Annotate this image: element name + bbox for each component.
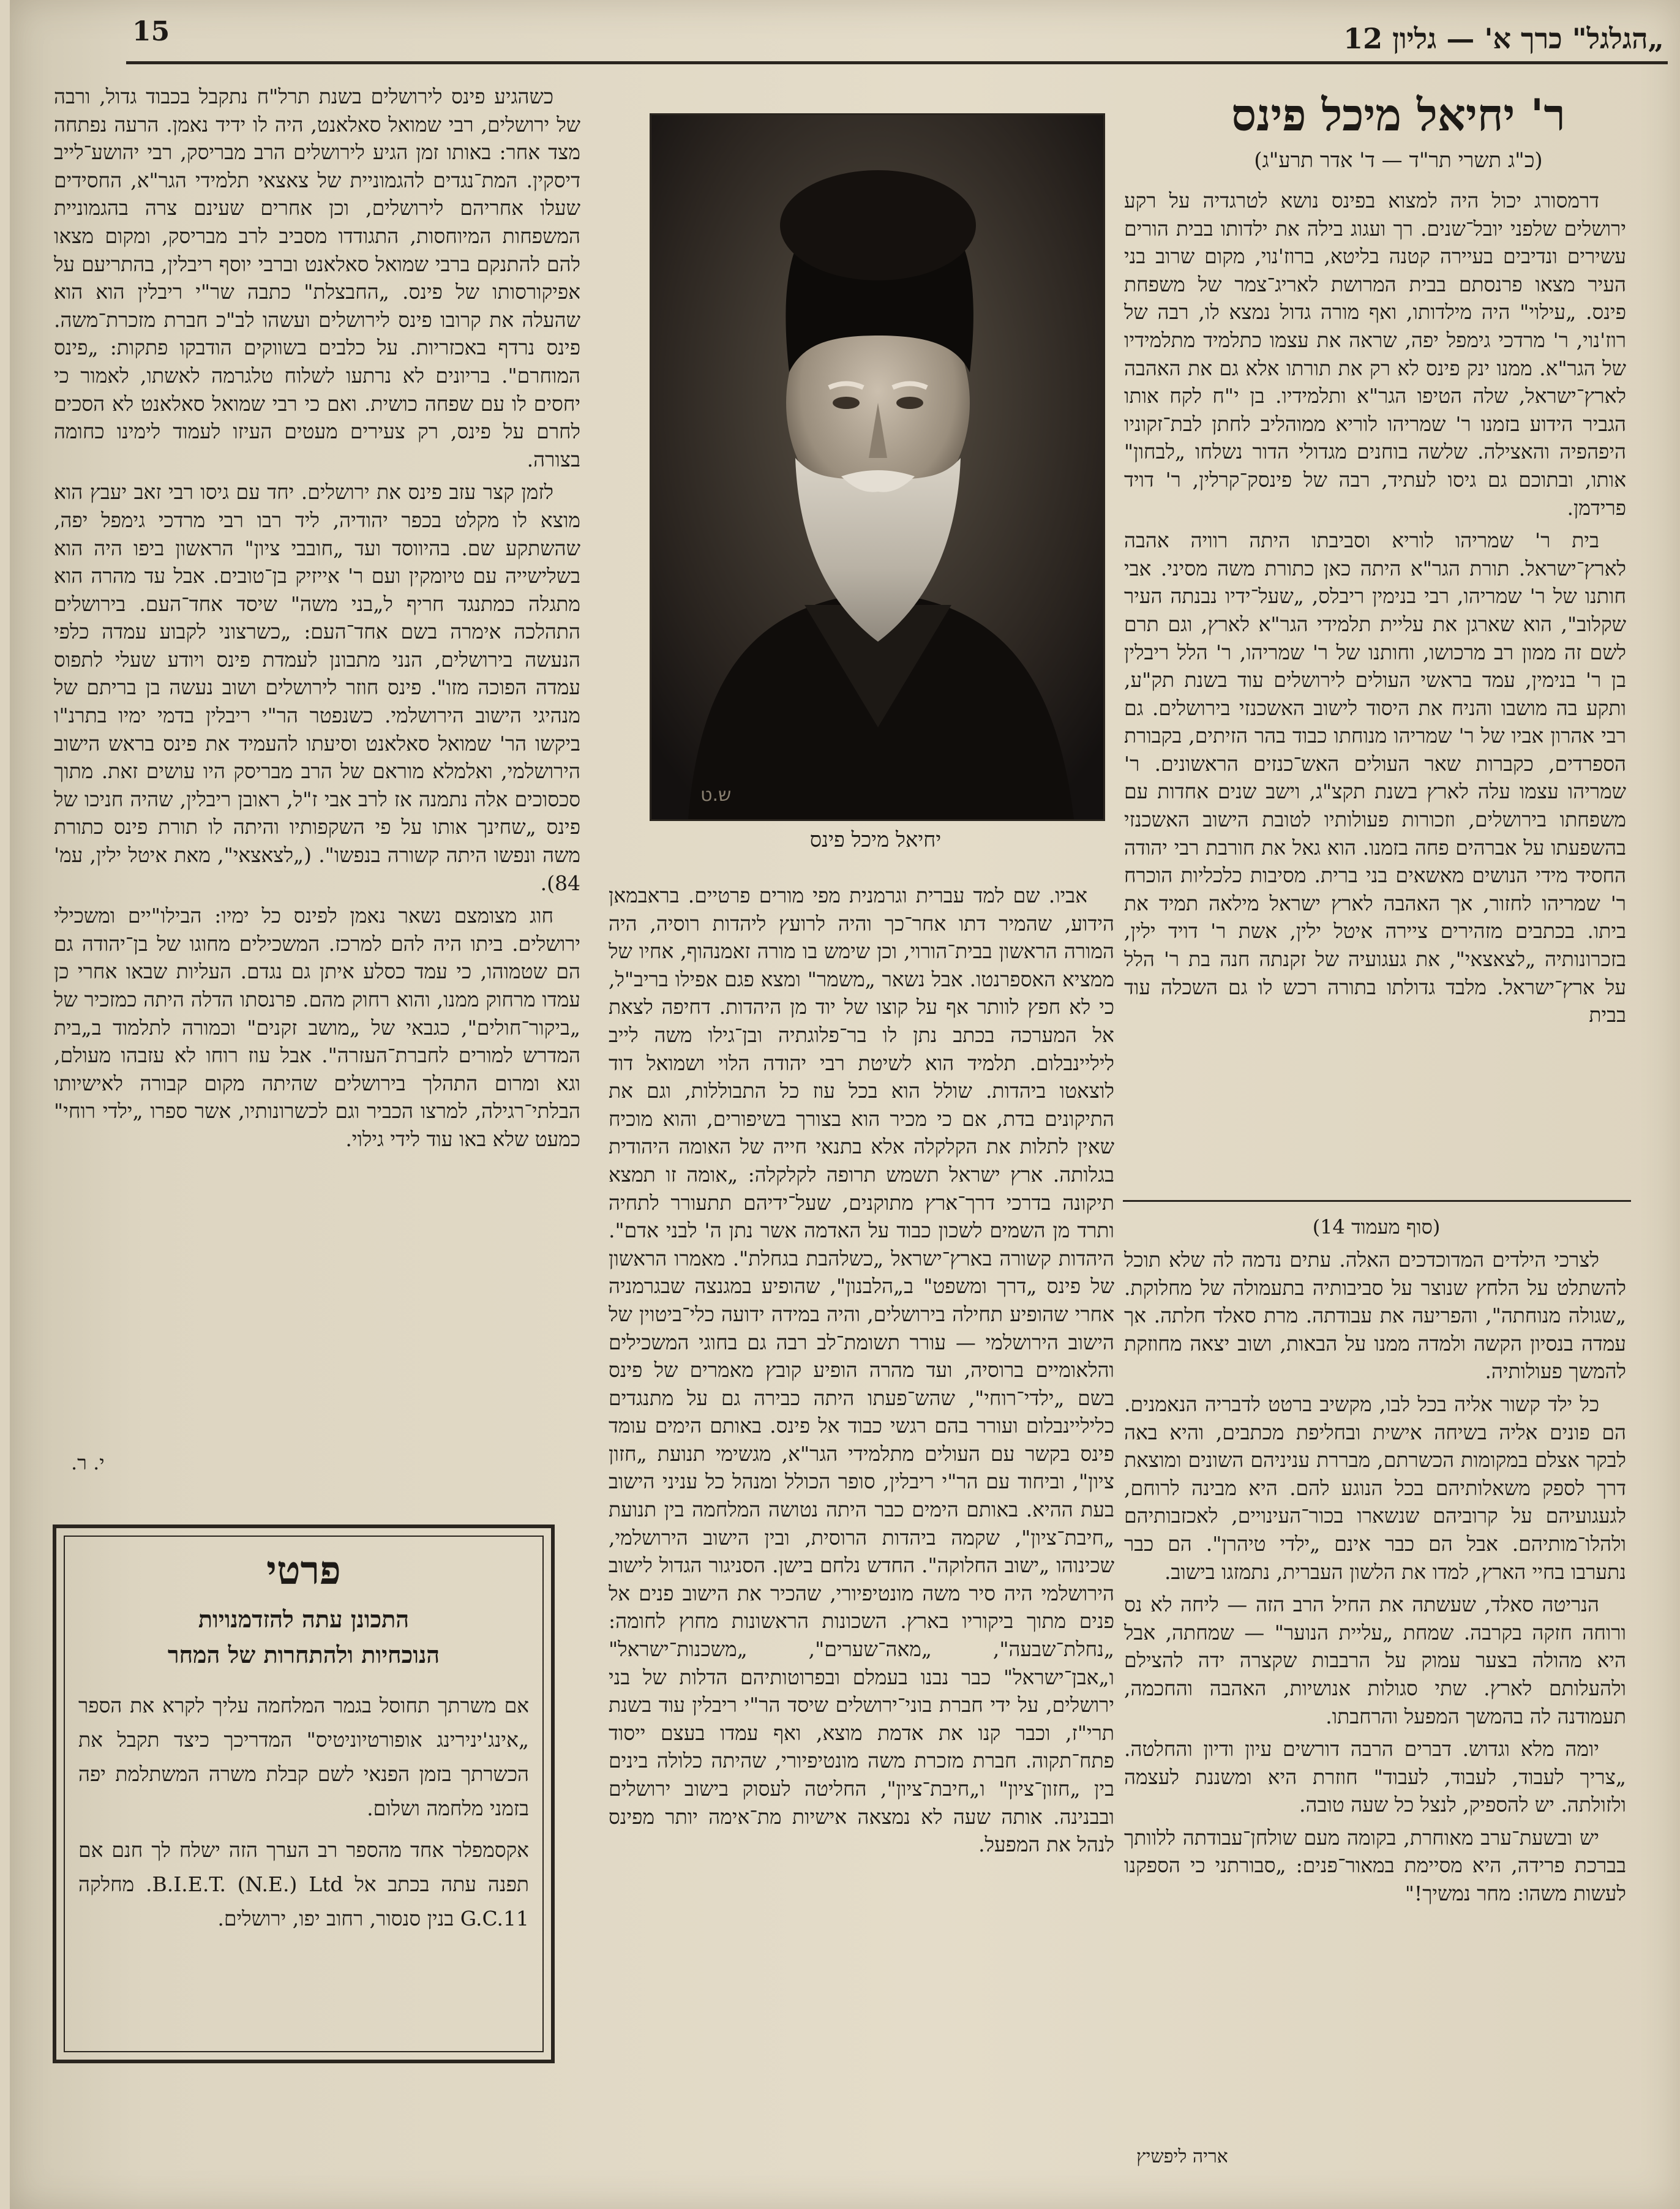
paragraph: יש ובשעת־ערב מאוחרת, בקומה מעם שולחן־עבודתה ללוותך בברכת פרידה, היא מסיימת במאור־פנים: „סבורתני כי הספקנו לעשות משהו: מחר נמשיך!" (1124, 1825, 1626, 1906)
author-initials: י. ר. (71, 1451, 105, 1474)
author-signature: אריה ליפשיץ (1136, 2146, 1228, 2167)
paragraph: חוג מצומצם נשאר נאמן לפינס כל ימיו: הבילו"יים ומשכילי ירושלים. ביתו היה להם למרכז. המשכילים מחוגו של בן־יהודה גם הם שטמוהו, כי עמד כסלע איתן גם נגדם. העליות שבאו אחרי כן עמדו מרחוק ממנו, והוא רחוק מהם. פרנסתו הדלה היתה כמזכיר של „ביקור־חולים", כגבאי של „מושב זקנים" וכמורה לתלמוד ב„בית המדרש למורים לחברת־העזרה". אבל עוז רוחו לא עזבהו מעולם, וגא ומרום התהלך בירושלים שהיתה מקום קבורה לאישיותו הבלתי־רגילה, למרצו הכביר וגם לכשרונותיו, אשר ספרו „ילדי רוחי" כמעט שלא באו עוד לידי גילוי. (54, 904, 580, 1151)
ad-title: פרטי (266, 1548, 341, 1594)
right-lower-column (1124, 1246, 1626, 2149)
column-divider (1123, 1200, 1631, 1202)
portrait-photo (650, 113, 1105, 821)
ad-paragraph: אם משרתך תחוסל בגמר המלחמה עליך לקרא את הספר „אינג'ינירינג אופורטיוניטיס" המדריכך כיצד תקבל את הכשרתך בזמן הפנאי לשם קבלת משרה המשתלמת יפה בזמני מלחמה ושלום. (78, 1693, 529, 1820)
photo-caption: יחיאל מיכל פינס (809, 828, 942, 852)
article-title: ר' יחיאל מיכל פינס (1231, 89, 1566, 141)
portrait-illustration (651, 115, 1103, 819)
running-title: „הגלגל" כרך א' — גליון 12 (1343, 22, 1664, 55)
advertisement-box (53, 1525, 555, 2063)
paragraph: לזמן קצר עזב פינס את ירושלים. יחד עם גיסו רבי זאב יעבץ הוא מוצא לו מקלט בכפר יהודיה, ליד רבו רבי מרדכי גימפל יפה, שהשתקע שם. בהיווסד ועד „חובבי ציון" הראשון ביפו היה הוא בשלישייה עם טיומקין ועם ר' אייזיק בן־טובים. אבל עד מהרה הוא מתגלה כמתנגד חריף ל„בני משה" שיסד אחד־העם. בירושלים התהלכה אימרה בשם אחד־העם: „כשרצוני לקבוע עמדה כלפי הנעשה בירושלים, הנני מתבונן לעמדת פינס ויודע שעלי לתפוס עמדה הפוכה מזו". פינס חוזר לירושלים ושוב נעשה בן בריתם של מנהיגי הישוב הירושלמי. כשנפטר הר"י ריבלין בדמי ימיו בתרנ"ו ביקשו הר' שמואל סאלאנט וסיעתו להעמיד את פינס בראש הישוב הירושלמי, ואלמלא מוראם של הרב מבריסק היו עושים זאת. מתוך סכסוכים אלה נתמנה אז לרב אבי ז"ל, ראובן ריבלין, שהיה חניכו של פינס „שחינך אותו על פי השקפותיו והיתה לו תורת פינס כתורת משה ונפשו היתה קשורה בנפשו". („לצאצאי", מאת איטל ילין, עמ' 84). (54, 480, 580, 895)
paragraph: אביו. שם למד עברית וגרמנית מפי מורים פרטיים. בראבמאן הידוע, שהמיר דתו אחר־כך והיה לרועץ ליהדות רוסיה, היה המורה הראשון בבית־הורוי, וכן שימש בו מורה זאמנהוף, אחיו של ממציא האספרנטו. אבל נשאר „משמר" ומצא פגם אפילו בריב"ל, כי לא חפץ לוותר אף על קוצו של יוד מן היהדות. דחיפה לצאת אל המערכה בכתב נתן לו בר־פלוגתיה ובן־גילו משה לייב ליליינבלום. תלמיד הוא לשיטת רבי יהודה הלוי ושמואל דוד לוצאטו ביהדות. שולל הוא בכל עוז כל התבוללות, וגם את התיקונים בדת, אם כי מכיר הוא בצורך בשיפורים, והוא מוכיח שאין לתלות את הקלקלה אלא בתנאי חייה של האומה היהודית בגלותה. ארץ ישראל תשמש תרופה לקלקלה: „אומה זו תמצא תיקונה בדרכי דרך־ארץ מתוקנים, שעל־ידיהם תתעורר לתחיה ותרד מן השמים לשכון כבוד על האדמה אשר נתן ה' לבני אדם". היהדות קשורה בארץ־ישראל „כשלהבת בגחלת". מאמרו הראשון של פינס „דרך ומשפט" ב„הלבנון", שהופיע במגנצה שבגרמניה אחרי שהופיע תחילה בירושלים, והיה במידה ידועה כלי־ביטוין של הישוב הירושלמי — עורר תשומת־לב רבה גם בחוגי המשכילים והלאומיים ברוסיה, ועד מהרה הופיע קובץ מאמרים של פינס בשם „ילדי־רוחי", שהש־פעתו היתה כבירה גם על מתנגדים כליליינבלום ועורר בהם רגשי כבוד אל פינס. באותם הימים עומד פינס בקשר עם העולים מתלמידי הגר"א, מגשימי תנועת „חזון ציון", וביחוד עם הר"י ריבלין, סופר הכולל ומנהל כל עניני הישוב בעת ההיא. באותם הימים כבר היתה נטושה המלחמה בין תנועת „חיבת־ציון", שקמה ביהדות הרוסית, ובין הישוב הירושלמי, שכינוהו „ישוב החלוקה". החדש נלחם בישן. הסניגור הגדול לישוב הירושלמי היה סיר משה מונטיפיורי, שהכיר את הישוב פנים אל פנים מתוך ביקוריו בארץ. השכונות הראשונות מחוץ לחומה: „נחלת־שבעה", „מאה־שערים", „משכנות־ישראל" ו„אבן־ישראל" כבר נבנו בעמלם ובפרוטותיהם הדלות של בני ירושלים, על ידי חברת בוני־ירושלים שיסד הר"י ריבלין עוד בשנת תרי"ז, וכבר קנו את אדמת מוצא, ואף עמדו בעצם ייסוד פתח־תקוה. חברת מזכרת משה מונטיפיורי, שהיתה כלולה בינים בין „חזון־ציון" ו„חיבת־ציון", החליטה לעסוק בישוב ירושלים ובבנינה. אותה שעה לא נמצאה אישיות מת־אימה יותר מפינס לנהל את המפעל. (609, 883, 1114, 1857)
left-column (54, 83, 580, 1203)
continuation-note: (סוף מעמוד 14) (1312, 1215, 1441, 1239)
header-rule (126, 61, 1668, 64)
paragraph: הנריטה סאלד, שעשתה את החיל הרב הזה — ליחה לא נס ורוחה חזקה בקרבה. שמחת „עליית הנוער" — שמחתה, אבל היא מהולה בצער עמוק על הרבבות שקצרה ידה להצילם ולהעלותם לארץ. שתי סגולות אנושיות, האהבה והחכמה, תעמודנה לה בהמשך המפעל והרחבתו. (1124, 1592, 1626, 1728)
paragraph: כשהגיע פינס לירושלים בשנת תרל"ח נתקבל בכבוד גדול, ורבה של ירושלים, רבי שמואל סאלאנט, היה לו ידיד נאמן. הרעה נפתחה מצד אחר: באותו זמן הגיע לירושלים הרב מבריסק, רבי יהושע־לייב דיסקין. המת־נגדים להגמוניית של צאצאי תלמידי הגר"א, החסידים שעלו אחריהם לירושלים, וכן אחרים שעינם צרה בהגמוניית המשפחות המיוחסות, התגודדו מסביב לרב מבריסק, ומקום מצאו להם להתנקם ברבי שמואל סאלאנט וברבי יוסף ריבלין, בהתריעם על אפיקורסותו של פינס. „החבצלת" כתבה שר"י ריבלין הוא הוא שהעלה את קרובו פינס לירושלים ועשהו לב"כ חברת מזכרת־משה. פינס נרדף באכזריות. על כלבים בשווקים הודבקו פתקות: „פינס המוחרם". בריונים לא נרתעו לשלוח טלגרמה לאשתו, לאמור כי יחסים לו עם שפחה כושית. ואם כי רבי שמואל סאלאנט לא הסכים לחרם על פינס, רק צעירים מעטים העיזו לעמוד לימינו כחומה בצורה. (54, 84, 580, 471)
ad-paragraph: אקסמפלר אחד מהספר רב הערך הזה ישלח לך חנם אם תפנה עתה בכתב אל B.I.E.T. (N.E.) Ltd. מחלקה G.C.11 בנין סנסור, רחוב יפו, ירושלים. (78, 1838, 530, 1930)
paragraph: כל ילד קשור אליה בכל לבו, מקשיב ברטט לדבריה הנאמנים. הם פונים אליה בשיחה אישית ובחליפת מכתבים, והיא באה לבקר אצלם במקומות הכשרתם, מבררת עניניהם השונים ומוצאת דרך לספק משאלותיהם בכל הנוגע להם. היא מבינה לרוחם, לגעגועיהם על קרוביהם שנשארו בכור־העינויים, לאכזבותיהם ולהלו־מותיהם. אבל הם כבר אינם „ילדי טיהרן". הם כבר נתערבו בחיי הארץ, למדו את הלשון העברית, נתמזגו בישוב. (1124, 1392, 1626, 1584)
article-dates: (כ"ג תשרי תר"ד — ד' אדר תרע"ג) (1254, 148, 1543, 173)
page-number: 15 (132, 16, 170, 47)
right-column (1124, 187, 1626, 1192)
middle-column (609, 882, 1114, 2155)
newspaper-page (10, 0, 1680, 2209)
photographer-mark: ש.ט (700, 784, 732, 806)
paragraph: לצרכי הילדים המדוכדכים האלה. עתים נדמה לה שלא תוכל להשתלט על הלחץ שנוצר על סביבותיה בתעמולה של מחלוקת. „שגולה מנוחתה", והפריעה את עבודתה. מרת סאלד חלתה. אך עמדה בנסיון הקשה ולמדה ממנו על הבאות, ושוב יצאה מחוזקת להמשך פעולותיה. (1124, 1248, 1626, 1384)
paragraph: בית ר' שמריהו לוריא וסביבתו היתה רוויה אהבה לארץ־ישראל. תורת הגר"א היתה כאן כתורת משה מסיני. אבי חותנו של ר' שמריהו, רבי בנימין ריבלס, „שעל־ידיו נבנתה העיר שקלוב", הוא שארגן את עליית תלמידי הגר"א לארץ, וגם תרם לשם זה ממון רב מרכושו, וחותנו של ר' שמריהו, ר' הלל ריבלין בן ר' בנימין, עמד בראשי העולים לירושלים עוד בשנת תק"ע, ותקע בה מושבו והניח את היסוד לישוב האשכנזי בירושלים. גם רבי אהרון אביו של ר' שמריהו מנוחתו כבוד בהר הזיתים, בקבורת הספרדים, כקברות שאר העולים האש־כנזים הראשונים. ר' שמריהו עצמו עלה לארץ בשנת תקצ"ג, וישב שנים אחדות עם משפחתו בירושלים, וזכורות פעולותיו לטובת הישוב האשכנזי בהשפעתו על אברהים פחה בזמנו. הוא גאל את חורבת רבי יהודה החסיד מידי הנושים מאשאים בני ברית. מסיבות כלכליות הוכרח ר' שמריהו לחזור, אך האהבה לארץ ישראל מילאה תמיד את ביתו. בכתבים מזהירים ציירה איטל ילין, אשת ר' דויד ילין, בזכרונותיה „לצאצאי", את געגועיה של זקנתה חנה בת ר' הלל על ארץ־ישראל. מלבד גדולתו בתורה רכש לו גם השכלה עוד בבית (1124, 528, 1626, 1027)
ad-subtitle-line1: התכונן עתה להזדמנויות (198, 1605, 410, 1633)
paragraph: יומה מלא וגדוש. דברים הרבה דורשים עיון ודיון והחלטה. „צריך לעבוד, לעבוד, לעבוד" חוזרת היא ומשננת לעצמה ולזולתה. יש להספיק, לנצל כל שעה טובה. (1124, 1737, 1626, 1817)
ad-subtitle-line2: הנוכחיות ולהתחרות של המחר (167, 1641, 440, 1668)
paragraph: דרמסורג יכול היה למצוא בפינס נושא לטרגדיה על רקע ירושלים שלפני יובל־שנים. רך ועגוג בילה את ילדותו בבית הורים עשירים ונדיבים בעיירה קטנה בליטא, ברוז'נוי, מקום שרוב בני העיר מצאו פרנסתם בבית המרושת לאריג־צמר של משפחת פינס. „עילוי" היה מילדותו, ואף מורה גדול נמצא לו, רבה של רוז'נוי, ר' מרדכי גימפל יפה, שראה את עצמו כתלמיד מתלמידיו של הגר"א. ממנו ינק פינס לא רק את תורתו אלא גם את האהבה לארץ־ישראל, שלה הטיפו הגר"א ותלמידיו. בן י"ח לקח אותו הגביר הידוע בזמנו ר' שמריהו לוריא ממוהליב לחתן לבת־זקוניו היפהפיה והאצילה. שלשה בוחנים מגדולי הדור נשלחו „לבחון" אותו, ובתוכם גם גיסו לעתיד, רבה של פינסק־קרלין, ר' דויד פרידמן. (1124, 189, 1626, 520)
ad-body (78, 1689, 529, 1943)
